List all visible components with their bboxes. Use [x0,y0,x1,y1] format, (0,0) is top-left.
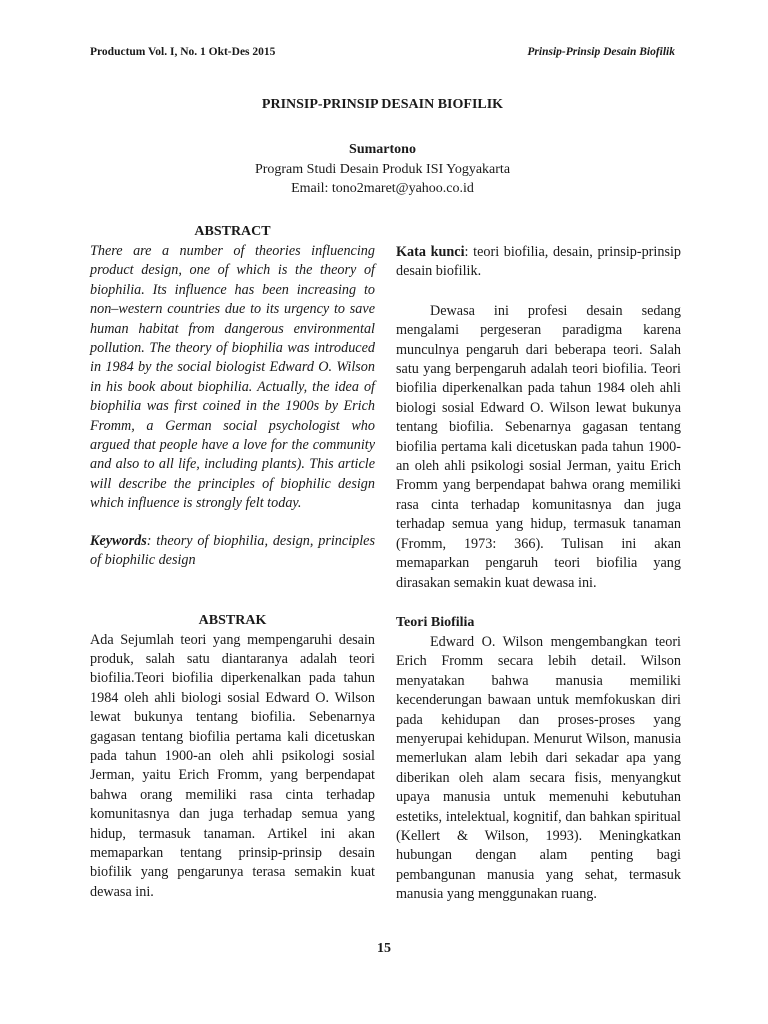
article-title: PRINSIP-PRINSIP DESAIN BIOFILIK [261,97,504,112]
teori-biofilia-heading: Teori Biofilia [396,614,475,630]
abstract-heading: ABSTRACT [194,224,271,239]
abstrak-heading: ABSTRAK [198,612,267,628]
keywords-label: Keywords [90,532,147,549]
author-email: Email: tono2maret@yahoo.co.id [291,181,474,196]
author-name: Sumartono [349,142,416,157]
running-header [90,46,675,62]
kata-kunci-text: : teori biofilia, desain, prinsip-prinsip desain biofilik. [396,244,681,280]
teori-biofilia-body: Edward O. Wilson mengembangkan teori Erich Fromm secara lebih detail. Wilson menyatakan bahwa manusia memiliki kecenderungan bawaan untuk memfokuskan diri pada kehidupan dan proses-proses yang menyerupai kehidupan. Menurut Wilson, manusia memerlukan alam lebih dari sekadar apa yang diberikan oleh alam secara fisis, menyangkut upaya manusia untuk memenuhi kebutuhan estetiks, intelektual, kognitif, dan bahkan spiritual (Kellert & Wilson, 1993). Meningkatkan hubungan dengan alam penting bagi pembangunan manusia yang sehat, termasuk manusia yang menggunakan ruang. [396,633,681,903]
title-block [90,97,675,198]
author-affiliation: Program Studi Desain Produk ISI Yogyakarta [254,162,511,177]
journal-info: Productum Vol. I, No. 1 Okt-Des 2015 [90,46,276,58]
right-column [396,243,681,905]
kata-kunci-label: Kata kunci [396,244,465,260]
abstract-body: There are a number of theories influencing product design, one of which is the theory of biophilia. Its influence has been increasing to non–western countries due to its urgency to save human habitat from dangerous environmental pollution. The theory of biophilia was introduced in 1984 by the social biologist Edward O. Wilson in his book about biophilia. Actually, the idea of biophilia was first coined in the 1900s by Erich Fromm, a German social psychologist who argued that people have a love for the community and also to all life, including plants). This article will describe the principles of biophilic design which influence is strongly felt today. [90,243,375,512]
abstract-keywords [90,532,375,571]
running-title: Prinsip-Prinsip Desain Biofilik [527,46,675,58]
abstrak-body: Ada Sejumlah teori yang mempengaruhi desain produk, salah satu diantaranya adalah teori biofilia.Teori biofilia diperkenalkan pada tahun 1984 oleh ahli biologi sosial Edward O. Wilson lewat bukunya tentang biofilia. Sebenarnya gagasan tentang biofilia pertama kali dicetuskan pada tahun 1900-an oleh ahli psikologi sosial Jerman, yaitu Erich Fromm, yang berpendapat bahwa orang memiliki rasa cinta terhadap komunitasnya dan juga terhadap semua yang hidup, termasuk tanaman. Artikel ini akan memaparkan tentang prinsip-prinsip desain biofilik yang pengarunya terasa semakin kuat dewasa ini. [90,631,375,900]
keywords-text: : theory of biophilia, design, principles of biophilic design [90,532,375,569]
intro-paragraph: Dewasa ini profesi desain sedang mengalami pergeseran paradigma karena munculnya pengaruh dari beberapa teori. Salah satu yang berpengaruh adalah teori biofilia. Teori biofilia diperkenalkan pada tahun 1984 oleh ahli biologi sosial Edward O. Wilson lewat bukunya tentang biofilia. Sebenarnya gagasan tentang biofilia pertama kali dicetuskan pada tahun 1900-an oleh ahli psikologi sosial Jerman, yaitu Erich Fromm yang berpendapat bahwa orang memiliki rasa cinta terhadap komunitasnya dan juga terhadap semua yang hidup, termasuk tanaman (Fromm, 1973: 366). Tulisan ini akan memaparkan pengaruh teori biofilia yang dirasakan semakin kuat dewasa ini. [396,302,681,591]
kata-kunci [396,243,681,282]
page-number: 15 [377,941,391,956]
left-column [90,222,375,902]
